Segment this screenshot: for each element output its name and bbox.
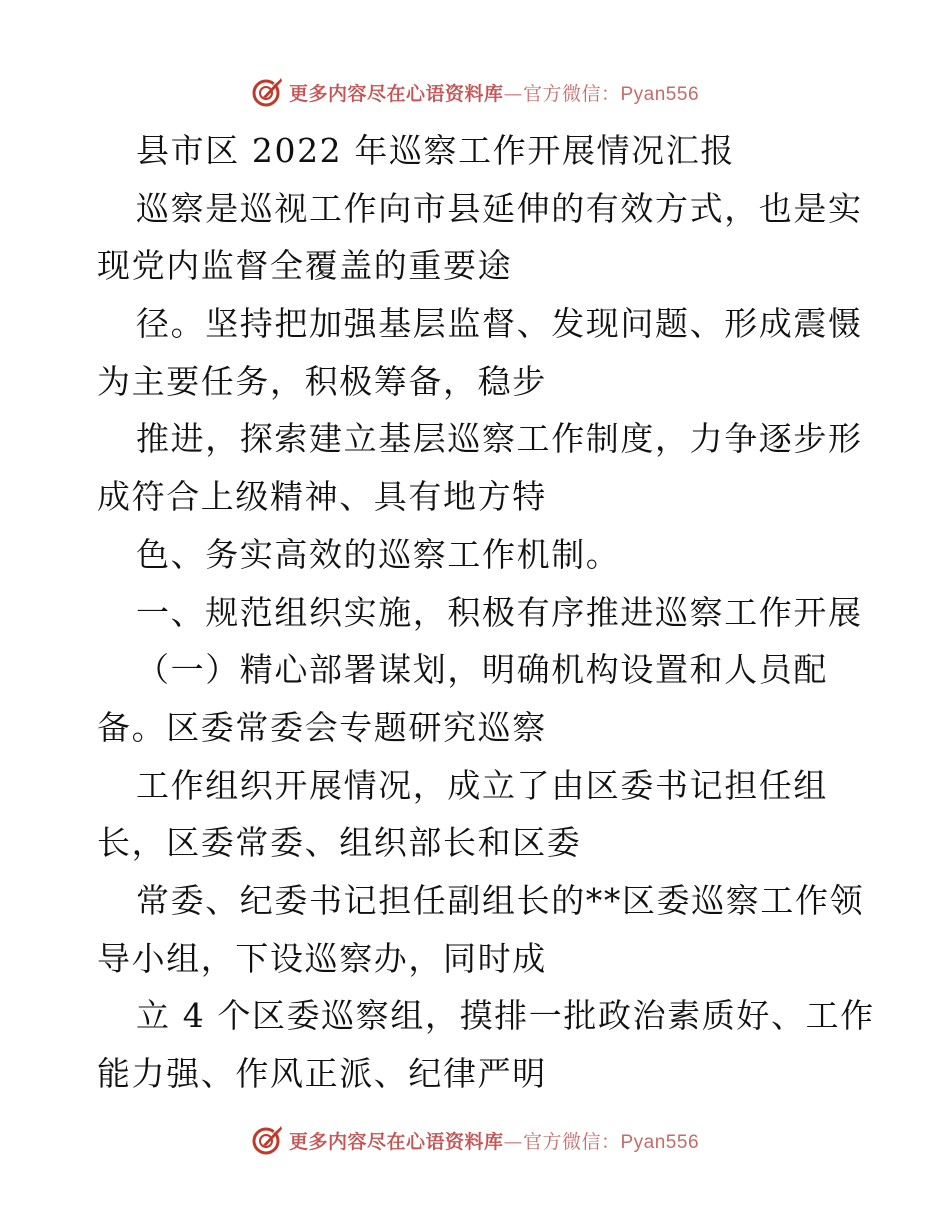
paragraph-line-3: 径。坚持把加强基层监督、发现问题、形成震慑: [136, 304, 863, 344]
watermark-footer: [0, 1120, 950, 1160]
watermark-header: [0, 72, 950, 112]
paragraph-line-1: 巡察是巡视工作向市县延伸的有效方式，也是实: [136, 188, 863, 228]
paragraph-line-5: 推进，探索建立基层巡察工作制度，力争逐步形: [136, 419, 863, 459]
watermark-wechat-label: 官方微信：: [522, 82, 621, 105]
watermark-text: [289, 1127, 699, 1154]
paragraph-line-15: 立 4 个区委巡察组，摸排一批政治素质好、工作: [136, 996, 875, 1036]
watermark-brand: 更多内容尽在心语资料库: [288, 82, 504, 105]
document-title: 县市区 2022 年巡察工作开展情况汇报: [136, 131, 735, 170]
paragraph-line-13: 常委、纪委书记担任副组长的**区委巡察工作领: [136, 880, 865, 920]
watermark-wechat-id: Pyan556: [620, 1131, 700, 1153]
paragraph-line-14: 导小组，下设巡察办，同时成: [97, 938, 547, 978]
paragraph-line-12: 长，区委常委、组织部长和区委: [97, 823, 582, 863]
paragraph-line-4: 为主要任务，积极筹备，稳步: [97, 361, 547, 401]
quill-logo-icon: [251, 1123, 285, 1157]
paragraph-line-7: 色、务实高效的巡察工作机制。: [136, 534, 621, 574]
watermark-separator: —: [503, 82, 523, 105]
document-body: [97, 122, 877, 1103]
subsection-heading-1: （一）精心部署谋划，明确机构设置和人员配: [136, 650, 828, 690]
paragraph-line-2: 现党内监督全覆盖的重要途: [97, 246, 513, 286]
watermark-brand: 更多内容尽在心语资料库: [288, 1130, 504, 1153]
paragraph-line-10: 备。区委常委会专题研究巡察: [97, 707, 547, 747]
watermark-wechat-id: Pyan556: [620, 83, 700, 105]
section-heading-1: 一、规范组织实施，积极有序推进巡察工作开展: [136, 592, 863, 632]
paragraph-line-16: 能力强、作风正派、纪律严明: [97, 1054, 547, 1093]
paragraph-line-11: 工作组织开展情况，成立了由区委书记担任组: [136, 765, 828, 805]
watermark-text: [289, 79, 699, 106]
quill-logo-icon: [251, 75, 285, 109]
watermark-wechat-label: 官方微信：: [522, 1130, 621, 1153]
watermark-separator: —: [503, 1130, 523, 1153]
paragraph-line-6: 成符合上级精神、具有地方特: [97, 477, 547, 517]
